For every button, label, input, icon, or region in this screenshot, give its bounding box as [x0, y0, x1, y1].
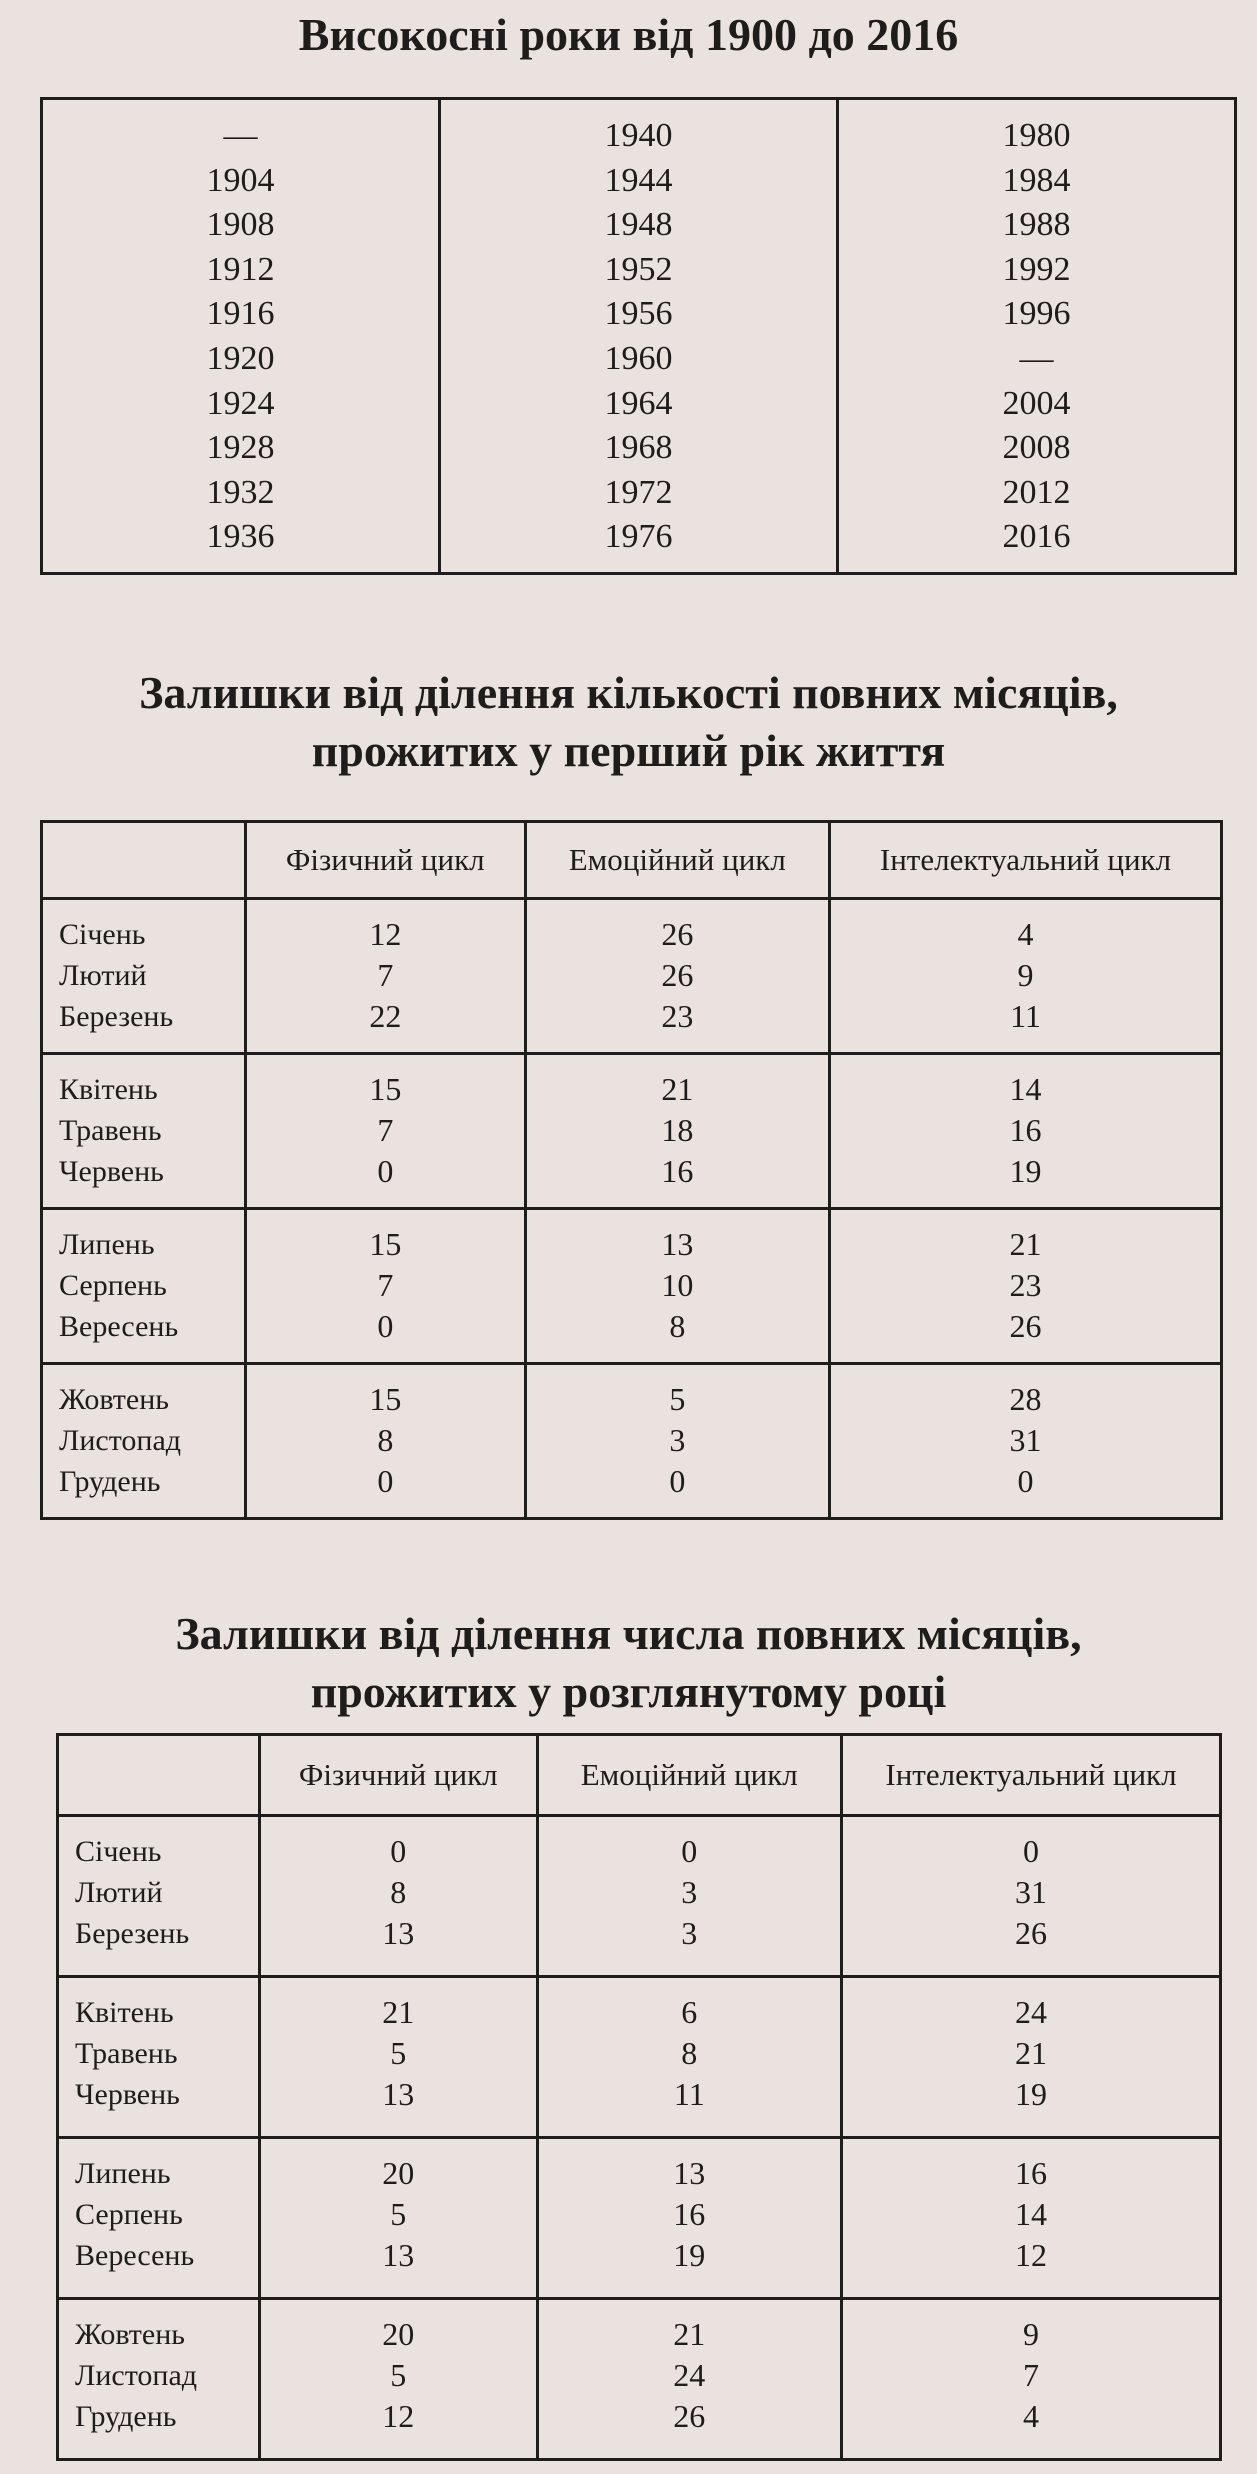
- emotional-value: 8: [669, 1308, 686, 1344]
- intellectual-value-cell: [828, 900, 1220, 1052]
- intellectual-value: 12: [1014, 2237, 1047, 2273]
- physical-value: 15: [369, 1226, 402, 1262]
- leap-year-cell: 1976: [604, 518, 673, 556]
- leap-year-cell: 1940: [604, 117, 673, 154]
- month-name: Липень: [59, 1228, 155, 1261]
- month-name: Листопад: [75, 2359, 198, 2392]
- quarter-group: [59, 2136, 1219, 2297]
- leap-year-cell: 1968: [604, 429, 673, 467]
- leap-years-title: Високосні роки від 1900 до 2016: [298, 9, 959, 60]
- month-name: Січень: [59, 918, 146, 951]
- intellectual-value: 31: [1009, 1422, 1042, 1458]
- physical-value: 8: [377, 1422, 394, 1458]
- physical-value: 7: [377, 1267, 394, 1303]
- leap-year-cell: 1964: [604, 384, 673, 422]
- emotional-value-cell: [524, 900, 828, 1052]
- intellectual-value: 21: [1009, 1226, 1042, 1262]
- emotional-value: 10: [661, 1267, 694, 1303]
- quarter-group: [59, 1814, 1219, 1975]
- intellectual-value: 21: [1014, 2035, 1047, 2071]
- intellectual-value: 31: [1014, 1874, 1047, 1910]
- emotional-value: 13: [661, 1226, 694, 1262]
- emotional-value-cell: [536, 1817, 840, 1975]
- month-name: Жовтень: [59, 1383, 169, 1416]
- intellectual-value: 26: [1009, 1308, 1042, 1344]
- considered-year-title-line-2: прожитих у розглянутому році: [310, 1666, 947, 1717]
- intellectual-value: 16: [1009, 1112, 1042, 1148]
- physical-value-cell: [258, 1978, 536, 2136]
- month-name-cell: [43, 1365, 244, 1517]
- emotional-value-cell: [536, 1978, 840, 2136]
- considered-year-table: [56, 1733, 1222, 2461]
- physical-value: 12: [369, 916, 402, 952]
- emotional-value: 0: [681, 1833, 698, 1869]
- intellectual-value-cell: [828, 1210, 1220, 1362]
- month-name-cell: [43, 900, 244, 1052]
- quarter-group: [43, 1207, 1220, 1362]
- column-header: Інтелектуальний цикл: [828, 823, 1220, 897]
- physical-value-cell: [258, 2139, 536, 2297]
- leap-years-column-3: [836, 100, 1234, 572]
- leap-years-column-1: [43, 100, 438, 572]
- emotional-value: 21: [673, 2316, 706, 2352]
- leap-year-cell: 2008: [1002, 429, 1071, 467]
- physical-value: 20: [382, 2155, 415, 2191]
- month-name: Березень: [75, 1917, 190, 1950]
- intellectual-value: 11: [1010, 998, 1041, 1034]
- intellectual-value: 4: [1022, 2398, 1039, 2434]
- physical-value-cell: [244, 900, 524, 1052]
- physical-value-cell: [244, 1365, 524, 1517]
- intellectual-value: 4: [1017, 916, 1034, 952]
- month-name-cell: [59, 1978, 258, 2136]
- quarter-group: [59, 2297, 1219, 2458]
- column-header: Фізичний цикл: [244, 823, 524, 897]
- physical-value: 15: [369, 1071, 402, 1107]
- month-name-cell: [59, 1817, 258, 1975]
- month-name: Вересень: [59, 1310, 179, 1343]
- physical-value: 12: [382, 2398, 415, 2434]
- emotional-value-cell: [536, 2300, 840, 2458]
- first-year-table: [40, 820, 1223, 1520]
- leap-year-cell: 1972: [604, 473, 673, 511]
- month-name: Травень: [59, 1114, 162, 1147]
- month-name: Липень: [75, 2157, 171, 2190]
- physical-value: 0: [377, 1308, 394, 1344]
- physical-value: 21: [382, 1994, 415, 2030]
- emotional-value: 3: [681, 1915, 698, 1951]
- leap-year-cell: 1916: [206, 295, 275, 333]
- emotional-value: 26: [661, 916, 694, 952]
- column-header: [59, 1736, 258, 1814]
- leap-year-cell: 1984: [1002, 161, 1071, 199]
- physical-value: 7: [377, 1112, 394, 1148]
- month-name: Червень: [75, 2078, 180, 2111]
- intellectual-value: 7: [1022, 2357, 1039, 2393]
- month-name: Лютий: [75, 1876, 163, 1909]
- leap-year-cell: 1920: [206, 339, 275, 377]
- quarter-group: [43, 1052, 1220, 1207]
- physical-value: 5: [390, 2357, 407, 2393]
- leap-year-cell: 1988: [1002, 206, 1071, 244]
- physical-value-cell: [258, 2300, 536, 2458]
- intellectual-value: 14: [1014, 2196, 1047, 2232]
- leap-year-cell: —: [1019, 339, 1054, 377]
- emotional-value: 23: [661, 998, 694, 1034]
- intellectual-value: 0: [1017, 1463, 1034, 1499]
- month-name-cell: [59, 2139, 258, 2297]
- physical-value: 13: [382, 2237, 415, 2273]
- leap-year-cell: 1956: [604, 295, 673, 333]
- intellectual-value: 19: [1009, 1153, 1042, 1189]
- emotional-value: 26: [661, 957, 694, 993]
- month-name: Червень: [59, 1155, 164, 1188]
- intellectual-value: 26: [1014, 1915, 1047, 1951]
- physical-value-cell: [244, 1055, 524, 1207]
- month-name: Березень: [59, 1000, 174, 1033]
- physical-value: 22: [369, 998, 402, 1034]
- column-header: Інтелектуальний цикл: [840, 1736, 1219, 1814]
- emotional-value-cell: [524, 1210, 828, 1362]
- intellectual-value: 16: [1014, 2155, 1047, 2191]
- leap-year-cell: 1944: [604, 161, 673, 199]
- physical-value: 8: [390, 1874, 407, 1910]
- quarter-group: [59, 1975, 1219, 2136]
- emotional-value-cell: [536, 2139, 840, 2297]
- month-name: Вересень: [75, 2239, 195, 2272]
- column-header: [43, 823, 244, 897]
- leap-year-cell: 1936: [206, 518, 275, 556]
- physical-value: 0: [377, 1463, 394, 1499]
- month-name: Серпень: [75, 2198, 183, 2231]
- leap-year-cell: 1904: [206, 161, 275, 199]
- emotional-value: 19: [673, 2237, 706, 2273]
- table-header-row: [59, 1736, 1219, 1814]
- emotional-value: 18: [661, 1112, 694, 1148]
- month-name: Листопад: [59, 1424, 182, 1457]
- first-year-title-line-2: прожитих у перший рік життя: [311, 725, 946, 776]
- physical-value: 13: [382, 1915, 415, 1951]
- intellectual-value-cell: [840, 2300, 1219, 2458]
- month-name-cell: [43, 1210, 244, 1362]
- intellectual-value: 14: [1009, 1071, 1042, 1107]
- physical-value-cell: [244, 1210, 524, 1362]
- month-name: Грудень: [75, 2400, 177, 2433]
- month-name: Травень: [75, 2037, 178, 2070]
- leap-year-cell: 1908: [206, 206, 275, 244]
- month-name: Серпень: [59, 1269, 167, 1302]
- emotional-value: 16: [673, 2196, 706, 2232]
- physical-value: 15: [369, 1381, 402, 1417]
- leap-year-cell: 1928: [206, 429, 275, 467]
- emotional-value: 3: [681, 1874, 698, 1910]
- emotional-value-cell: [524, 1365, 828, 1517]
- first-year-title-line-1: Залишки від ділення кількості повних місяців,: [139, 667, 1118, 718]
- leap-year-cell: 2004: [1002, 384, 1071, 422]
- month-name-cell: [59, 2300, 258, 2458]
- quarter-group: [43, 897, 1220, 1052]
- leap-year-cell: 1992: [1002, 250, 1071, 288]
- leap-year-cell: 1932: [206, 473, 275, 511]
- intellectual-value: 19: [1014, 2076, 1047, 2112]
- leap-year-cell: 2012: [1002, 473, 1071, 511]
- table-header-row: [43, 823, 1220, 897]
- intellectual-value: 23: [1009, 1267, 1042, 1303]
- month-name: Січень: [75, 1835, 162, 1868]
- physical-value-cell: [258, 1817, 536, 1975]
- physical-value: 20: [382, 2316, 415, 2352]
- physical-value: 13: [382, 2076, 415, 2112]
- emotional-value: 3: [669, 1422, 686, 1458]
- column-header: Емоційний цикл: [536, 1736, 840, 1814]
- emotional-value: 21: [661, 1071, 694, 1107]
- emotional-value: 0: [669, 1463, 686, 1499]
- column-header: Фізичний цикл: [258, 1736, 536, 1814]
- intellectual-value: 24: [1014, 1994, 1047, 2030]
- intellectual-value: 9: [1022, 2316, 1039, 2352]
- intellectual-value-cell: [840, 1817, 1219, 1975]
- intellectual-value-cell: [840, 1978, 1219, 2136]
- leap-years-column-2: [438, 100, 836, 572]
- intellectual-value-cell: [828, 1055, 1220, 1207]
- leap-years-table: [40, 97, 1237, 575]
- emotional-value: 13: [673, 2155, 706, 2191]
- quarter-group: [43, 1362, 1220, 1517]
- leap-year-cell: 1924: [206, 384, 275, 422]
- leap-year-cell: 1952: [604, 250, 673, 288]
- leap-year-cell: 1980: [1002, 117, 1071, 154]
- leap-year-cell: 1960: [604, 339, 673, 377]
- month-name-cell: [43, 1055, 244, 1207]
- month-name: Жовтень: [75, 2318, 185, 2351]
- intellectual-value: 28: [1009, 1381, 1042, 1417]
- intellectual-value-cell: [840, 2139, 1219, 2297]
- emotional-value: 5: [669, 1381, 686, 1417]
- emotional-value: 11: [673, 2076, 705, 2112]
- month-name: Квітень: [75, 1996, 174, 2029]
- emotional-value: 26: [673, 2398, 706, 2434]
- considered-year-title-line-1: Залишки від ділення числа повних місяців,: [175, 1608, 1082, 1659]
- intellectual-value: 9: [1017, 957, 1034, 993]
- leap-year-cell: 1948: [604, 206, 673, 244]
- leap-year-cell: 2016: [1002, 518, 1071, 556]
- leap-year-cell: 1996: [1002, 295, 1071, 333]
- intellectual-value: 0: [1022, 1833, 1039, 1869]
- emotional-value: 16: [661, 1153, 694, 1189]
- month-name: Лютий: [59, 959, 147, 992]
- emotional-value: 24: [673, 2357, 706, 2393]
- physical-value: 5: [390, 2196, 407, 2232]
- month-name: Грудень: [59, 1465, 161, 1498]
- physical-value: 5: [390, 2035, 407, 2071]
- intellectual-value-cell: [828, 1365, 1220, 1517]
- physical-value: 7: [377, 957, 394, 993]
- leap-year-cell: —: [223, 117, 258, 154]
- physical-value: 0: [377, 1153, 394, 1189]
- physical-value: 0: [390, 1833, 407, 1869]
- emotional-value: 6: [681, 1994, 698, 2030]
- emotional-value: 8: [681, 2035, 698, 2071]
- column-header: Емоційний цикл: [524, 823, 828, 897]
- leap-year-cell: 1912: [206, 250, 275, 288]
- emotional-value-cell: [524, 1055, 828, 1207]
- month-name: Квітень: [59, 1073, 158, 1106]
